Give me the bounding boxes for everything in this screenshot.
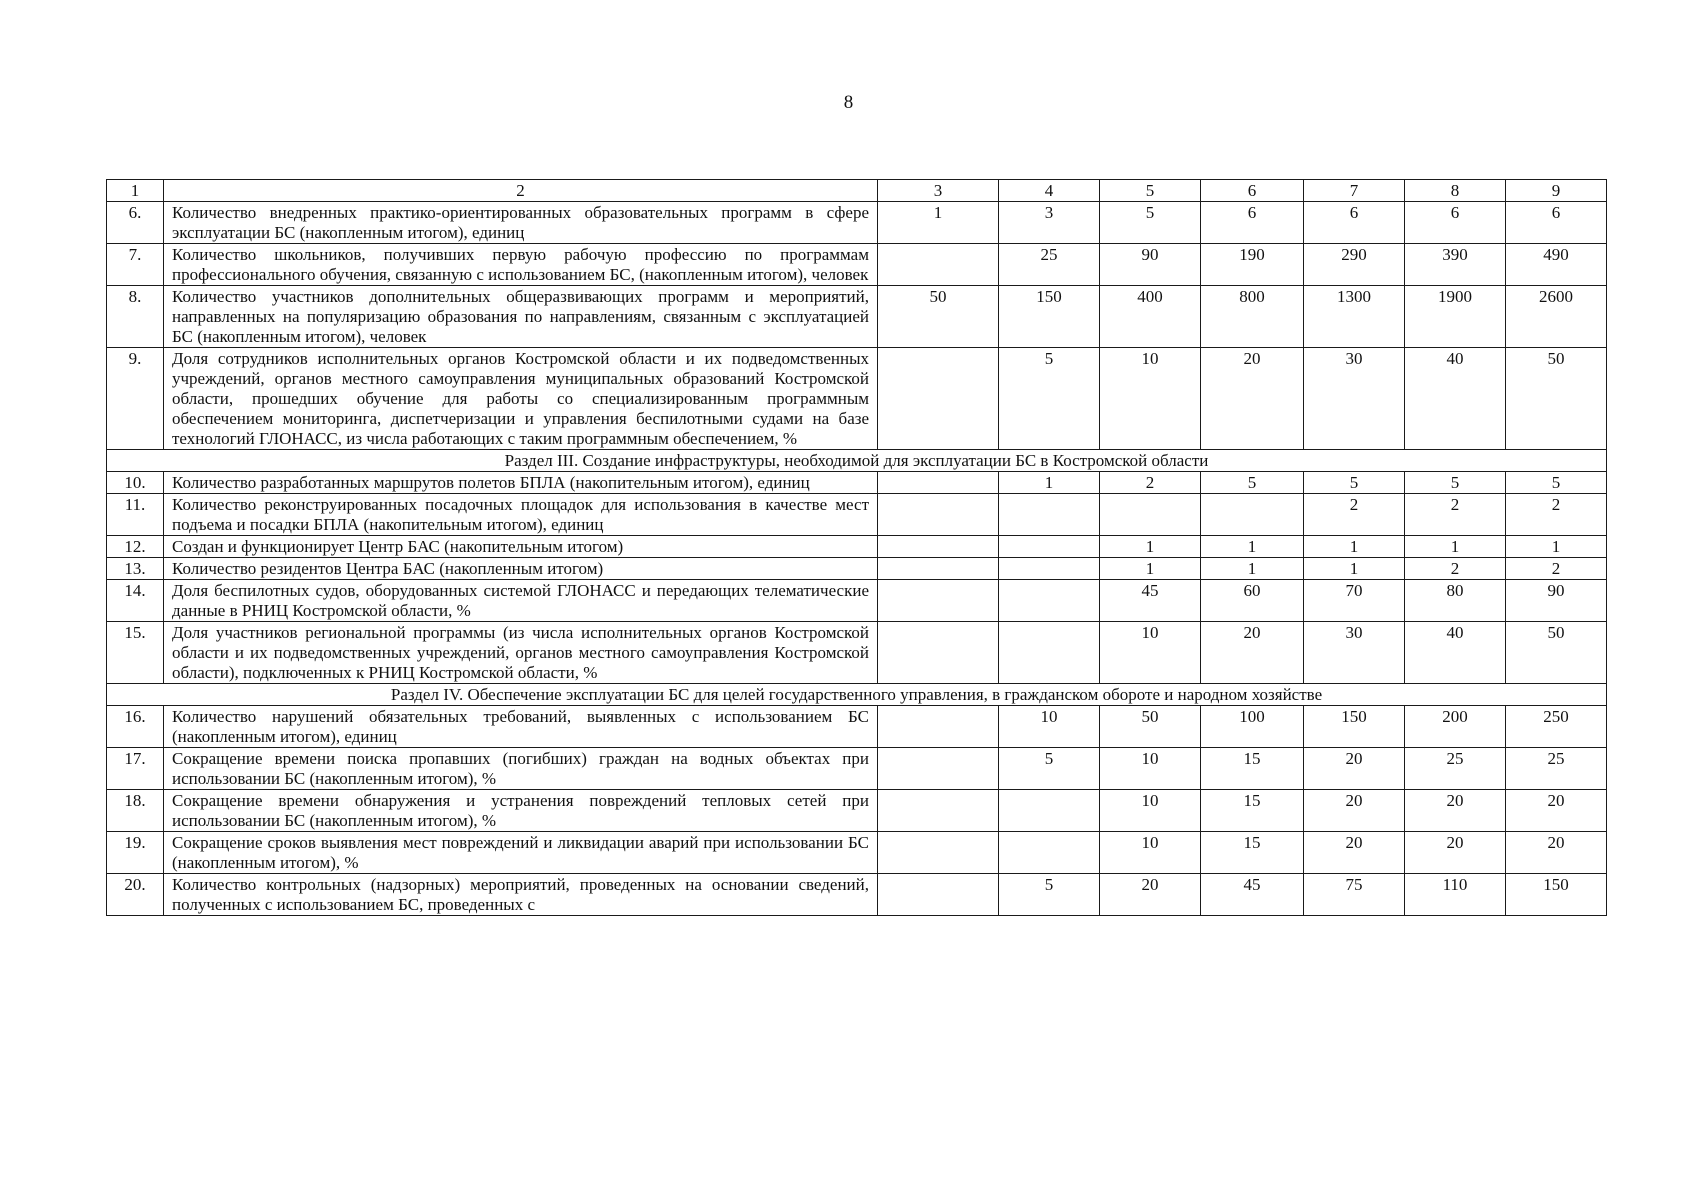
value-cell [999,832,1100,874]
indicator-description: Создан и функционирует Центр БАС (накопительным итогом) [164,536,878,558]
value-cell: 20 [1201,622,1304,684]
value-cell: 25 [1506,748,1607,790]
table-row [107,748,1607,790]
value-cell: 6 [1506,202,1607,244]
value-cell: 20 [1304,832,1405,874]
value-cell: 1 [1201,558,1304,580]
value-cell: 2 [1506,558,1607,580]
value-cell: 90 [1506,580,1607,622]
header-cell: 7 [1304,180,1405,202]
value-cell: 70 [1304,580,1405,622]
value-cell: 5 [999,748,1100,790]
section-title: Раздел IV. Обеспечение эксплуатации БС для целей государственного управления, в гражданском обороте и народном хозяйстве [107,684,1607,706]
table-body [107,202,1607,916]
value-cell: 5 [1201,472,1304,494]
table-row [107,580,1607,622]
row-number: 12. [107,536,164,558]
value-cell: 2 [1304,494,1405,536]
header-cell: 8 [1405,180,1506,202]
value-cell [999,580,1100,622]
value-cell: 2 [1506,494,1607,536]
value-cell: 1 [1304,536,1405,558]
value-cell: 2 [1100,472,1201,494]
indicator-description: Доля сотрудников исполнительных органов Костромской области и их подведомственных учреждений, органов местного самоуправления муниципальных образований Костромской области, прошедших обучение для работы со специализированным программным обеспечением мониторинга, диспетчеризации и управления беспилотными судами на базе технологий ГЛОНАСС, из числа работающих с таким программным обеспечением, % [164,348,878,450]
value-cell: 5 [1506,472,1607,494]
value-cell: 50 [1506,622,1607,684]
value-cell [878,348,999,450]
value-cell: 20 [1405,790,1506,832]
row-number: 13. [107,558,164,580]
value-cell [999,790,1100,832]
indicator-description: Количество разработанных маршрутов полетов БПЛА (накопительным итогом), единиц [164,472,878,494]
indicator-description: Количество реконструированных посадочных площадок для использования в качестве мест подъема и посадки БПЛА (накопительным итогом), единиц [164,494,878,536]
table-row [107,202,1607,244]
value-cell [999,622,1100,684]
value-cell [878,558,999,580]
value-cell: 6 [1201,202,1304,244]
indicators-table [106,179,1607,916]
value-cell [878,790,999,832]
row-number: 8. [107,286,164,348]
indicator-description: Сокращение сроков выявления мест повреждений и ликвидации аварий при использовании БС (накопленным итогом), % [164,832,878,874]
value-cell: 50 [1506,348,1607,450]
indicator-description: Количество внедренных практико-ориентированных образовательных программ в сфере эксплуатации БС (накопленным итогом), единиц [164,202,878,244]
indicator-description: Количество школьников, получивших первую рабочую профессию по программам профессионального обучения, связанную с использованием БС, (накопленным итогом), человек [164,244,878,286]
value-cell: 30 [1304,622,1405,684]
indicator-description: Количество резидентов Центра БАС (накопленным итогом) [164,558,878,580]
table-row [107,558,1607,580]
header-cell: 6 [1201,180,1304,202]
value-cell: 1900 [1405,286,1506,348]
value-cell [878,748,999,790]
value-cell: 45 [1100,580,1201,622]
value-cell: 490 [1506,244,1607,286]
value-cell: 1 [1405,536,1506,558]
value-cell: 150 [1506,874,1607,916]
value-cell: 1 [878,202,999,244]
section-title: Раздел III. Создание инфраструктуры, необходимой для эксплуатации БС в Костромской области [107,450,1607,472]
value-cell: 10 [1100,790,1201,832]
value-cell: 200 [1405,706,1506,748]
indicator-description: Количество контрольных (надзорных) мероприятий, проведенных на основании сведений, полученных с использованием БС, проведенных с [164,874,878,916]
table-row [107,832,1607,874]
row-number: 10. [107,472,164,494]
value-cell: 290 [1304,244,1405,286]
row-number: 17. [107,748,164,790]
value-cell: 45 [1201,874,1304,916]
table-row [107,348,1607,450]
table-row [107,536,1607,558]
value-cell: 110 [1405,874,1506,916]
value-cell: 10 [1100,748,1201,790]
value-cell: 100 [1201,706,1304,748]
value-cell: 20 [1506,832,1607,874]
value-cell [999,558,1100,580]
value-cell: 5 [999,874,1100,916]
value-cell: 1 [1201,536,1304,558]
value-cell: 40 [1405,622,1506,684]
value-cell: 2 [1405,558,1506,580]
value-cell [878,244,999,286]
header-cell: 9 [1506,180,1607,202]
value-cell: 20 [1100,874,1201,916]
row-number: 16. [107,706,164,748]
value-cell: 3 [999,202,1100,244]
value-cell: 15 [1201,790,1304,832]
value-cell: 50 [1100,706,1201,748]
page-number: 8 [843,92,854,113]
table-row [107,790,1607,832]
value-cell: 150 [999,286,1100,348]
header-cell: 3 [878,180,999,202]
value-cell: 20 [1506,790,1607,832]
indicator-description: Доля участников региональной программы (из числа исполнительных органов Костромской области и их подведомственных учреждений, органов местного самоуправления Костромской области), подключенных к РНИЦ Костромской области, % [164,622,878,684]
value-cell: 75 [1304,874,1405,916]
value-cell [878,706,999,748]
indicator-description: Сокращение времени поиска пропавших (погибших) граждан на водных объектах при использовании БС (накопленным итогом), % [164,748,878,790]
table-row [107,622,1607,684]
row-number: 14. [107,580,164,622]
value-cell: 10 [1100,622,1201,684]
value-cell: 150 [1304,706,1405,748]
value-cell [1201,494,1304,536]
value-cell: 40 [1405,348,1506,450]
value-cell: 400 [1100,286,1201,348]
indicator-description: Доля беспилотных судов, оборудованных системой ГЛОНАСС и передающих телематические данные в РНИЦ Костромской области, % [164,580,878,622]
row-number: 15. [107,622,164,684]
value-cell: 60 [1201,580,1304,622]
row-number: 6. [107,202,164,244]
table-row [107,706,1607,748]
header-cell: 2 [164,180,878,202]
row-number: 11. [107,494,164,536]
table-row [107,494,1607,536]
table-row [107,244,1607,286]
value-cell: 5 [1405,472,1506,494]
value-cell: 25 [999,244,1100,286]
section-header-row [107,684,1607,706]
value-cell: 20 [1201,348,1304,450]
value-cell: 2600 [1506,286,1607,348]
value-cell: 1300 [1304,286,1405,348]
row-number: 18. [107,790,164,832]
row-number: 19. [107,832,164,874]
section-header-row [107,450,1607,472]
table-row [107,286,1607,348]
value-cell: 15 [1201,748,1304,790]
row-number: 7. [107,244,164,286]
value-cell [878,874,999,916]
value-cell: 30 [1304,348,1405,450]
value-cell: 2 [1405,494,1506,536]
column-number-header-row [107,180,1607,202]
header-cell: 1 [107,180,164,202]
value-cell: 15 [1201,832,1304,874]
value-cell [878,832,999,874]
value-cell: 250 [1506,706,1607,748]
value-cell [999,536,1100,558]
value-cell: 20 [1304,748,1405,790]
header-cell: 4 [999,180,1100,202]
value-cell [1100,494,1201,536]
indicator-description: Количество участников дополнительных общеразвивающих программ и мероприятий, направленных на популяризацию образования по направлениям, связанным с эксплуатацией БС (накопленным итогом), человек [164,286,878,348]
indicator-description: Сокращение времени обнаружения и устранения повреждений тепловых сетей при использовании БС (накопленным итогом), % [164,790,878,832]
value-cell: 390 [1405,244,1506,286]
value-cell: 20 [1304,790,1405,832]
value-cell [878,622,999,684]
value-cell [878,472,999,494]
value-cell: 1 [1304,558,1405,580]
header-cell: 5 [1100,180,1201,202]
table-row [107,472,1607,494]
value-cell [878,536,999,558]
value-cell: 5 [1304,472,1405,494]
value-cell: 20 [1405,832,1506,874]
value-cell: 50 [878,286,999,348]
value-cell: 800 [1201,286,1304,348]
value-cell: 10 [999,706,1100,748]
indicator-description: Количество нарушений обязательных требований, выявленных с использованием БС (накопленным итогом), единиц [164,706,878,748]
value-cell: 190 [1201,244,1304,286]
value-cell: 10 [1100,832,1201,874]
value-cell: 6 [1405,202,1506,244]
value-cell: 5 [1100,202,1201,244]
value-cell: 80 [1405,580,1506,622]
value-cell: 10 [1100,348,1201,450]
value-cell [878,580,999,622]
value-cell: 25 [1405,748,1506,790]
value-cell: 1 [999,472,1100,494]
value-cell: 1 [1506,536,1607,558]
value-cell: 1 [1100,536,1201,558]
table-row [107,874,1607,916]
row-number: 9. [107,348,164,450]
value-cell [878,494,999,536]
row-number: 20. [107,874,164,916]
value-cell: 90 [1100,244,1201,286]
value-cell: 5 [999,348,1100,450]
value-cell: 1 [1100,558,1201,580]
value-cell: 6 [1304,202,1405,244]
value-cell [999,494,1100,536]
